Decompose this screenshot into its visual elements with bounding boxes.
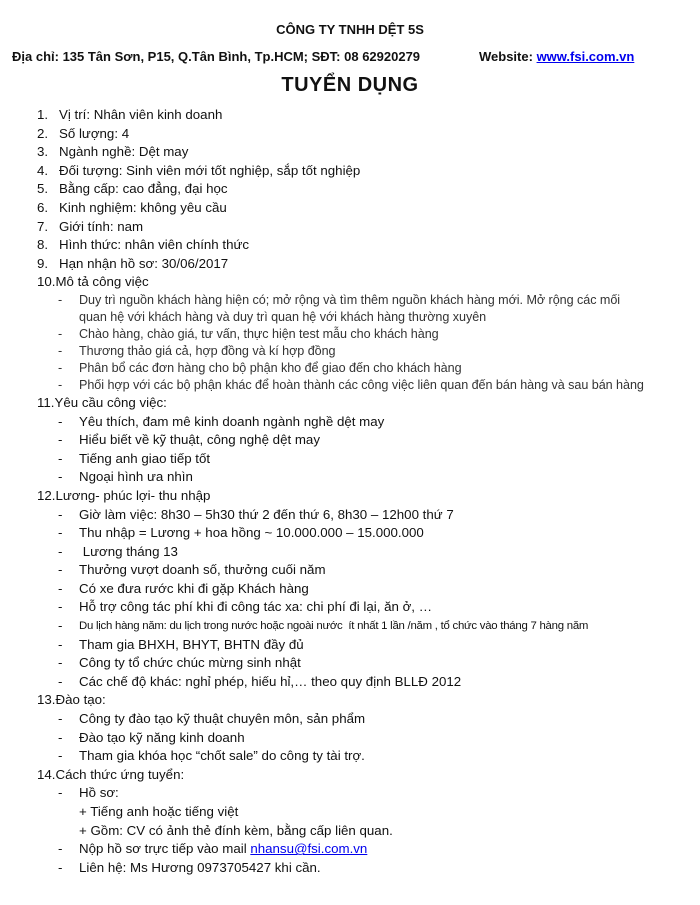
bullet-item: - Thưởng vượt doanh số, thưởng cuối năm [58, 562, 326, 578]
sub-item: + Tiếng anh hoặc tiếng việt [79, 804, 239, 819]
list-item: 8. Hình thức: nhân viên chính thức [37, 237, 250, 253]
bullet-item: - Hỗ trợ công tác phí khi đi công tác xa: chi phí đi lại, ăn ở, … [58, 599, 432, 615]
bullet-item: - Công ty tổ chức chúc mừng sinh nhật [58, 655, 301, 671]
list-item: 5. Bằng cấp: cao đẳng, đại học [37, 181, 228, 197]
bullet-item: - Du lịch hàng năm: du lịch trong nước hoặc ngoài nước ít nhất 1 lần /năm , tổ chức vào tháng 7 hàng năm [58, 618, 589, 634]
list-item: 7. Giới tính: nam [37, 218, 144, 234]
company-name: CÔNG TY TNHH DỆT 5S [276, 22, 424, 37]
website-block [479, 49, 634, 64]
list-item: 1. Vị trí: Nhân viên kinh doanh [37, 107, 223, 122]
bullet-item: - Lương tháng 13 [58, 543, 178, 559]
section-title: 10.Mô tả công việc [37, 274, 149, 290]
bullet-item: - Ngoại hình ưa nhìn [58, 469, 193, 485]
bullet-item: - Chào hàng, chào giá, tư vấn, thực hiện test mẫu cho khách hàng [58, 326, 439, 341]
submit-text: Nộp hồ sơ trực tiếp vào mail [79, 841, 251, 857]
section-title: 13.Đào tạo: [37, 692, 106, 708]
bullet-item: - Hiểu biết về kỹ thuật, công nghệ dệt may [58, 432, 320, 448]
bullet-item: - Hồ sơ: [58, 785, 119, 801]
website-label: Website: [479, 49, 533, 64]
list-item: 6. Kinh nghiệm: không yêu cầu [37, 199, 227, 215]
list-item: 3. Ngành nghề: Dệt may [37, 144, 189, 160]
section-title: 14.Cách thức ứng tuyển: [37, 766, 185, 782]
bullet-item: - Liên hệ: Ms Hương 0973705427 khi cần. [58, 859, 321, 875]
page-title: TUYỂN DỤNG [281, 74, 419, 96]
bullet-item: - Yêu thích, đam mê kinh doanh ngành nghề dệt may [58, 413, 385, 429]
bullet-item: - Tiếng anh giao tiếp tốt [58, 450, 211, 466]
bullet-item: - Thu nhập = Lương + hoa hồng ~ 10.000.000 – 15.000.000 [58, 525, 424, 541]
bullet-item: - Duy trì nguồn khách hàng hiện có; mở rộng và tìm thêm nguồn khách hàng mới. Mở rộng các mối [58, 292, 621, 307]
website-link[interactable]: www.fsi.com.vn [536, 49, 635, 64]
bullet-item: - Thương thảo giá cả, hợp đồng và kí hợp đồng [58, 343, 336, 358]
section-title: 11.Yêu cầu công việc: [37, 394, 167, 410]
company-address-line [12, 49, 692, 64]
bullet-item: - Công ty đào tạo kỹ thuật chuyên môn, sản phẩm [58, 711, 366, 727]
list-item: 9. Hạn nhận hồ sơ: 30/06/2017 [37, 255, 229, 271]
bullet-continuation: quan hệ với khách hàng và duy trì quan hệ với khách hàng thường xuyên [79, 309, 487, 324]
list-item: 2. Số lượng: 4 [37, 125, 130, 141]
bullet-item: - Tham gia khóa học “chốt sale” do công ty tài trợ. [58, 748, 365, 764]
bullet-item: - Phân bổ các đơn hàng cho bộ phận kho để giao đến cho khách hàng [58, 360, 462, 375]
sub-item: + Gồm: CV có ảnh thẻ đính kèm, bằng cấp liên quan. [79, 822, 393, 838]
bullet-item: - Nộp hồ sơ trực tiếp vào mail nhansu@fsi.com.vn [58, 841, 368, 857]
address-text: Địa chỉ: 135 Tân Sơn, P15, Q.Tân Bình, Tp.HCM; SĐT: 08 62920279 [12, 49, 421, 64]
bullet-item: - Có xe đưa rước khi đi gặp Khách hàng [58, 580, 309, 596]
bullet-item: - Các chế độ khác: nghỉ phép, hiếu hỉ,… theo quy định BLLĐ 2012 [58, 673, 462, 689]
document-body [0, 106, 700, 877]
email-link[interactable]: nhansu@fsi.com.vn [250, 841, 368, 857]
list-item: 4. Đối tượng: Sinh viên mới tốt nghiệp, sắp tốt nghiệp [37, 162, 361, 178]
bullet-item: - Phối hợp với các bộ phận khác để hoàn thành các công việc liên quan đến bán hàng và sau bán hàng [58, 377, 644, 392]
bullet-item: - Giờ làm việc: 8h30 – 5h30 thứ 2 đến thứ 6, 8h30 – 12h00 thứ 7 [58, 506, 454, 522]
bullet-item: - Tham gia BHXH, BHYT, BHTN đầy đủ [58, 636, 304, 652]
bullet-item: - Đào tạo kỹ năng kinh doanh [58, 729, 245, 745]
section-title: 12.Lương- phúc lợi- thu nhập [37, 487, 211, 503]
